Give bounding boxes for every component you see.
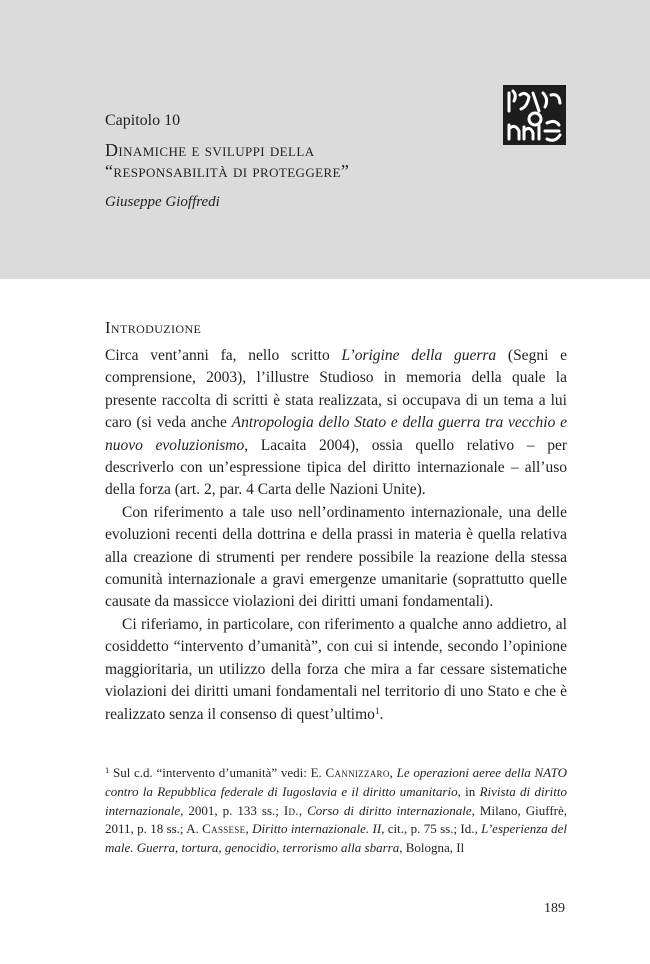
section-heading: Introduzione — [105, 318, 202, 337]
footnote-text: , Milano, Giuffrè, 2011, p. 18 ss.; A. — [105, 802, 568, 837]
publisher-logo-icon — [503, 85, 566, 145]
paragraph-2: Con riferimento a tale uso nell’ordinamento internazionale, una delle evoluzioni recenti della dottrina e della prassi in materia è quella relativa alla creazione di strumenti per rendere possibile la reazione della stessa comunità internazionale a gravi emergenze umanitarie (soprattutto quelle causate da massicce violazioni dei diritti umani fondamentali). — [105, 503, 567, 611]
footnote-journal: Rivista di diritto internazionale — [105, 783, 567, 818]
chapter-title-line-1: Dinamiche e sviluppi della — [105, 140, 315, 160]
footnote-text: , — [389, 765, 397, 780]
footnote-title: Diritto internazionale. II — [252, 821, 382, 837]
footnote — [105, 764, 567, 858]
book-title-origine: L’origine della guerra — [341, 347, 497, 364]
book-title-antropologia: Antropologia dello Stato e della guerra tra vecchio e nuovo evoluzionismo — [105, 414, 567, 454]
footnote-author: Cassese — [202, 821, 246, 837]
footnote-text: , — [298, 802, 308, 818]
paragraph-3-text: Ci riferiamo, in particolare, con riferimento a qualche anno addietro, al cosiddetto “intervento d’umanità”, con cui si intende, secondo l’opinione maggioritaria, un utilizzo della forza che mira a far cessare sistematiche violazioni dei diritti umani fondamentali nel territorio di uno Stato e che è realizzato senza il consenso di quest’ultimo — [105, 615, 567, 723]
body-text — [105, 345, 567, 726]
paragraph-1-text-e: , Lacaita 2004), ossia quello relativo – per descriverlo con un’espressione tipica del diritto internazionale – all’uso della forza (art. 2, par. 4 Carta delle Nazioni Unite). — [105, 436, 567, 499]
chapter-header — [0, 0, 650, 279]
footnote-title: L’esperienza del male. Guerra, tortura, genocidio, terrorismo alla sbarra — [105, 821, 568, 856]
chapter-title-line-2: “responsabilità di proteggere” — [105, 161, 350, 181]
footnote-title: Le operazioni aeree della NATO contro la Repubblica federale di Iugoslavia e il diritto umanitario — [105, 765, 567, 799]
chapter-author: Giuseppe Gioffredi — [105, 194, 220, 210]
footnote-number: 1 — [105, 765, 110, 775]
footnote-text: , — [245, 821, 253, 837]
chapter-label: Capitolo 10 — [105, 112, 181, 129]
footnote-text: Sul c.d. “intervento d’umanità” vedi: E. — [109, 765, 326, 780]
footnote-text: , 2001, p. 133 ss.; — [180, 802, 284, 818]
footnote-title: Corso di diritto internazionale — [307, 802, 472, 818]
paragraph-1-text-c: (Segni e comprensione, 2003), l’illustre Studioso in memoria della quale la presente raccolta di scritti è stata realizzata, si occupava di un tema a lui caro (si veda anche — [105, 347, 567, 432]
footnote-text: , Bologna, Il — [399, 840, 465, 856]
chapter-title — [105, 140, 485, 182]
paragraph-3-end: . — [379, 705, 384, 723]
footnote-text: , in — [457, 783, 480, 799]
paragraph-3 — [105, 614, 567, 726]
footnote-author: Cannizzaro — [325, 765, 390, 780]
paragraph-1 — [105, 345, 567, 502]
footnote-reference[interactable]: 1 — [374, 706, 380, 717]
paragraph-1-text-a: Circa vent’anni fa, nello scritto — [105, 347, 342, 364]
page-number: 189 — [544, 901, 565, 916]
footnote-ibid: Id. — [283, 802, 299, 818]
publisher-logo-glyphs — [503, 85, 566, 145]
footnote-text: , cit., p. 75 ss.; Id., — [381, 821, 482, 837]
